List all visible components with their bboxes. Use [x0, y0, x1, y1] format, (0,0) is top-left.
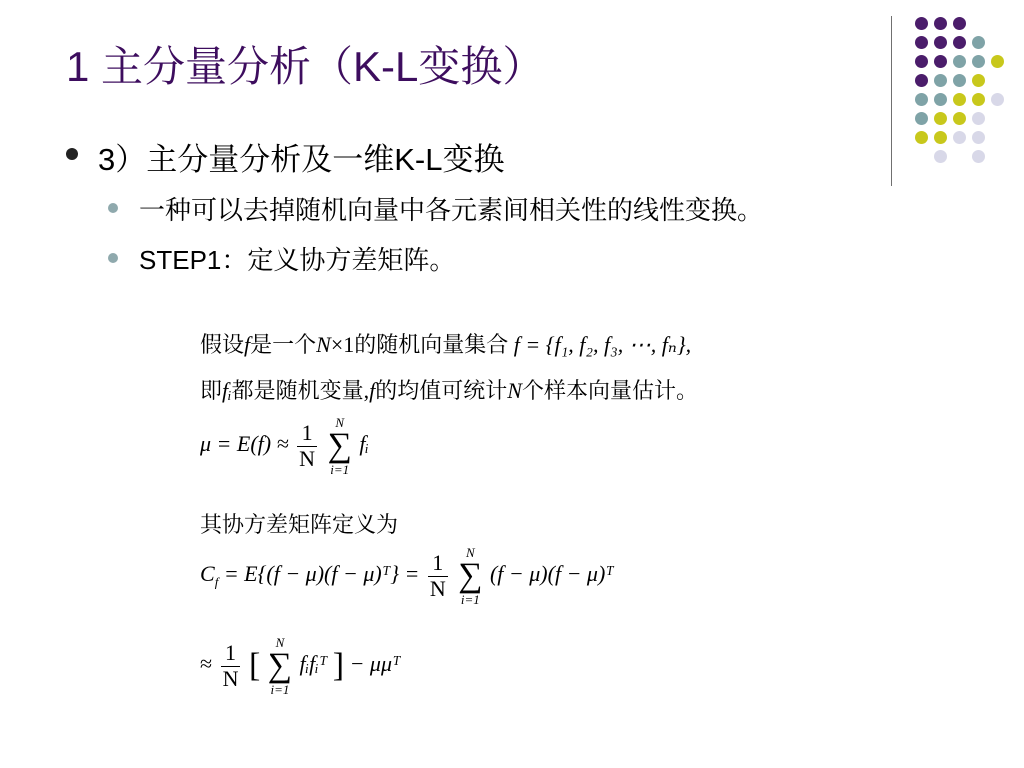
- decor-dot: [972, 150, 985, 163]
- decor-dot: [953, 17, 966, 30]
- math-summation: [458, 546, 482, 606]
- sub-bullet-text: 一种可以去掉随机向量中各元素间相关性的线性变换。: [139, 195, 764, 225]
- bullet-icon: [66, 148, 78, 160]
- math-mean-equation: [200, 416, 369, 476]
- math-text: 是一个: [250, 332, 317, 357]
- bullet-text: 3）主分量分析及一维K-L变换: [98, 142, 505, 177]
- math-var: N: [507, 378, 522, 403]
- decor-dot: [953, 112, 966, 125]
- math-var: f: [244, 332, 251, 357]
- math-approx-equation: [200, 636, 401, 696]
- sum-upper: N: [335, 415, 345, 430]
- math-var: N: [316, 332, 331, 357]
- decor-dot: [991, 55, 1004, 68]
- fraction-numerator: 1: [221, 641, 241, 666]
- decor-dot: [915, 93, 928, 106]
- decor-dot: [934, 36, 947, 49]
- math-expression: fᵢ: [359, 431, 369, 457]
- fraction-denominator: N: [299, 445, 316, 471]
- decor-dot: [915, 36, 928, 49]
- math-expression: = E{(f − μ)(f − μ)ᵀ} =: [223, 561, 420, 587]
- math-summation: [328, 416, 352, 476]
- math-text: 即: [200, 378, 223, 403]
- decor-dot: [953, 55, 966, 68]
- sum-symbol: ∑: [327, 427, 352, 464]
- decor-dot: [953, 36, 966, 49]
- decor-dot: [934, 74, 947, 87]
- math-fraction: [221, 641, 241, 690]
- decor-dot: [915, 74, 928, 87]
- decor-dot: [953, 131, 966, 144]
- sum-symbol: ∑: [267, 647, 293, 684]
- math-line-1: [200, 328, 691, 359]
- decor-dot: [934, 150, 947, 163]
- decor-dot: [934, 112, 947, 125]
- sub-bullet-text: STEP1：定义协方差矩阵。: [139, 245, 456, 275]
- decor-dot: [972, 93, 985, 106]
- sum-lower: i=1: [460, 592, 480, 607]
- math-operator: ≈: [200, 651, 213, 677]
- left-bracket: [: [248, 647, 261, 684]
- fraction-numerator: 1: [428, 551, 448, 576]
- sum-symbol: ∑: [458, 557, 483, 594]
- math-text: 个样本向量估计。: [521, 378, 698, 403]
- math-var: C: [200, 561, 215, 587]
- fraction-numerator: 1: [297, 421, 317, 446]
- sum-lower: i=1: [270, 682, 290, 697]
- decor-dot: [934, 55, 947, 68]
- sub-bullet-icon: [108, 203, 118, 213]
- sum-upper: N: [275, 635, 285, 650]
- decor-dot: [972, 55, 985, 68]
- slide-title: 1 主分量分析（K-L变换）: [66, 43, 545, 90]
- math-text: ×1的随机向量集合: [330, 332, 509, 357]
- math-expression: − μμᵀ: [349, 651, 401, 677]
- decor-dot: [934, 17, 947, 30]
- sum-upper: N: [466, 545, 475, 560]
- sub-bullet-icon: [108, 253, 118, 263]
- fraction-denominator: N: [222, 665, 239, 691]
- decor-dot: [953, 93, 966, 106]
- decor-dot: [934, 131, 947, 144]
- math-subscript: f: [214, 574, 219, 590]
- decorative-divider: [891, 16, 892, 186]
- decor-dot: [972, 36, 985, 49]
- right-bracket: ]: [332, 647, 345, 684]
- decor-dot: [953, 74, 966, 87]
- math-cov-intro: 其协方差矩阵定义为: [200, 512, 399, 537]
- math-expression: fᵢfᵢᵀ: [299, 651, 328, 677]
- math-cov-equation: [200, 546, 614, 606]
- decor-dot: [972, 131, 985, 144]
- decor-dot: [915, 131, 928, 144]
- fraction-denominator: N: [429, 575, 446, 601]
- decor-dot: [991, 93, 1004, 106]
- math-text: 假设: [200, 332, 245, 357]
- math-var: f: [369, 378, 376, 403]
- decor-dot: [934, 93, 947, 106]
- math-text: 都是随机变量,: [231, 378, 370, 403]
- decor-dot: [972, 74, 985, 87]
- decor-dot: [915, 55, 928, 68]
- math-fraction: [428, 551, 448, 600]
- math-expression: μ = E(f) ≈: [200, 431, 289, 457]
- decor-dot: [915, 17, 928, 30]
- math-expression: (f − μ)(f − μ)ᵀ: [489, 561, 614, 587]
- math-fraction: [297, 421, 317, 470]
- decor-dot: [972, 112, 985, 125]
- decor-dot: [915, 112, 928, 125]
- math-line-2: [200, 374, 698, 405]
- sum-lower: i=1: [330, 462, 350, 477]
- math-set-expression: f = {f₁, f₂, f₃, ⋯, fₙ},: [513, 332, 692, 357]
- math-text: 的均值可统计: [375, 378, 508, 403]
- math-summation: [268, 636, 292, 696]
- math-var: fᵢ: [222, 378, 232, 403]
